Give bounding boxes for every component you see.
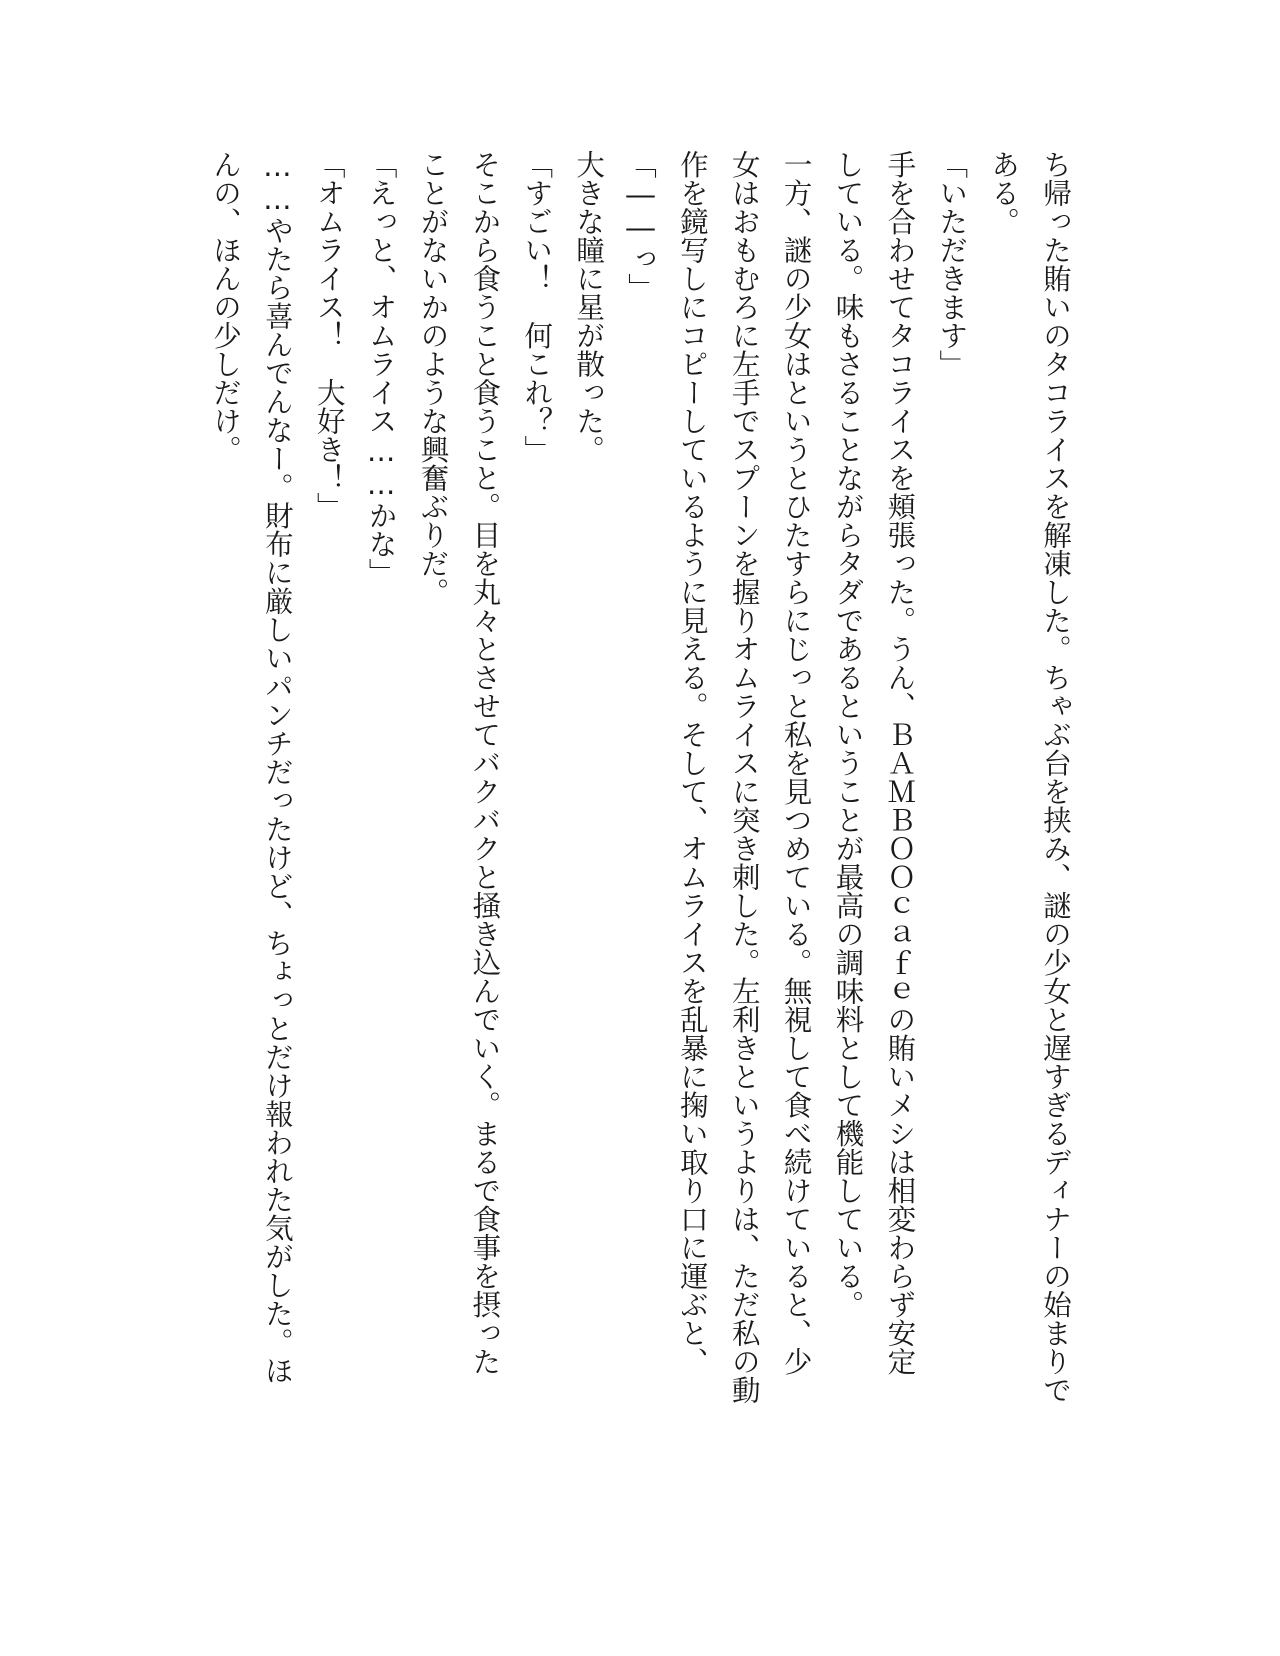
text-line-11 <box>511 150 561 1500</box>
line-text: 作を鏡写しにコピーしているように見える。そして、オムライスを乱暴に掬い取り口に運ぶと、 <box>675 150 709 1376</box>
line-text: ある。 <box>987 150 1021 236</box>
line-text: そこから食うこと食うこと。目を丸々とさせてバクバクと掻き込んでいく。まるで食事を摂った <box>468 150 502 1376</box>
line-text: 「――っ」 <box>624 150 657 302</box>
line-text: している。味もさることながらタダであるということが最高の調味料として機能している。 <box>831 150 865 1319</box>
text-line-2 <box>978 150 1028 1500</box>
line-text: ことがないかのような興奮ぶりだ。 <box>416 150 450 606</box>
line-text: 一方、謎の少女はというとひたすらにじっと私を見つめている。無視して食べ続けていると、少 <box>779 150 813 1376</box>
line-text: んの、ほんの少しだけ。 <box>209 150 242 464</box>
line-text: 「すごい！ 何これ？」 <box>520 150 554 464</box>
text-line-6 <box>771 150 821 1500</box>
line-text: 「えっと、オムライス……かな」 <box>364 150 398 587</box>
text-line-16 <box>252 150 302 1500</box>
line-text: 大きな瞳に星が散った。 <box>572 150 606 464</box>
text-line-3 <box>926 150 976 1500</box>
line-text: 女はおもむろに左手でスプーンを握りオムライスに突き刺した。左利きというよりは、ただ私の動 <box>727 150 761 1404</box>
text-line-4 <box>874 150 924 1500</box>
text-line-10 <box>563 150 613 1500</box>
text-line-5 <box>823 150 873 1500</box>
line-text: 手を合わせてタコライスを頬張った。うん、ＢＡＭＢＯＯｃａｆｅの賄いメシは相変わらず安定 <box>883 150 917 1376</box>
text-line-17 <box>200 150 250 1500</box>
text-line-1 <box>1030 150 1080 1500</box>
text-line-7 <box>719 150 769 1500</box>
line-text: 「オムライス！ 大好き！」 <box>312 150 346 521</box>
vertical-text-body <box>200 150 1080 1500</box>
text-line-12 <box>459 150 509 1500</box>
text-line-14 <box>356 150 406 1500</box>
line-text: 「いただきます」 <box>935 150 969 378</box>
text-line-13 <box>408 150 458 1500</box>
text-line-15 <box>304 150 354 1500</box>
text-line-8 <box>667 150 717 1500</box>
line-text: ち帰った賄いのタコライスを解凍した。ちゃぶ台を挟み、謎の少女と遅すぎるディナーの始まりで <box>1039 150 1072 1404</box>
text-line-9 <box>615 150 665 1500</box>
line-text: ……やたら喜んでんなー。財布に厳しいパンチだったけど、ちょっとだけ報われた気がした。ほ <box>260 150 294 1385</box>
